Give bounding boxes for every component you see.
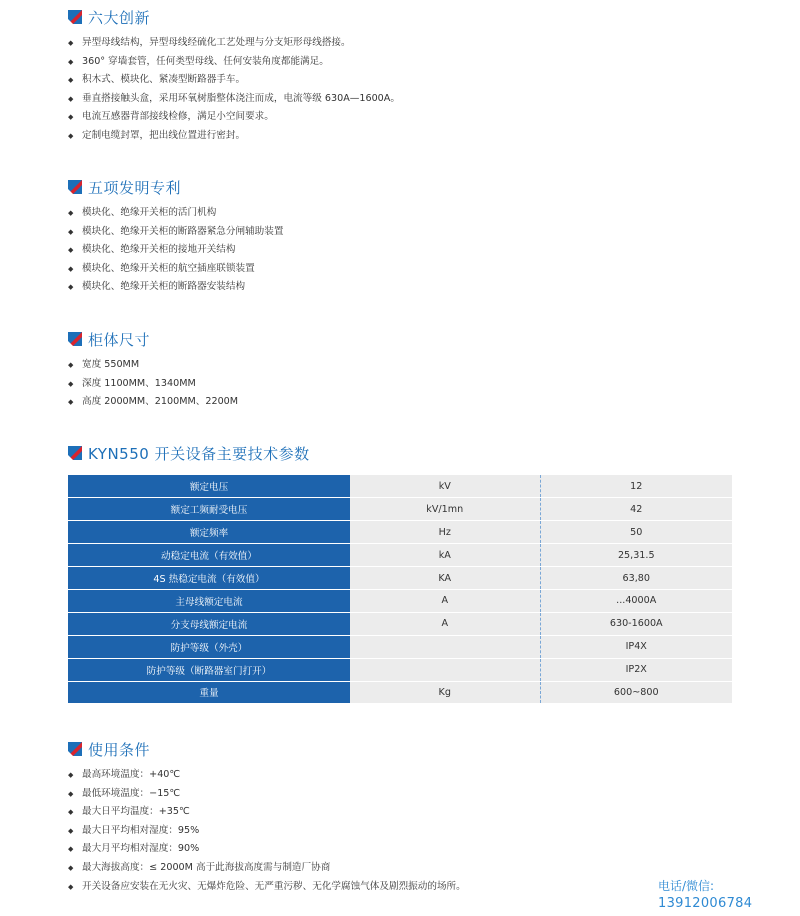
section-flag-icon: [68, 332, 82, 346]
list-item: ◆ 模块化、绝缘开关柜的断路器安装结构: [68, 278, 732, 297]
conditions-list: [68, 766, 732, 896]
list-item: ◆ 模块化、绝缘开关柜的断路器紧急分闸辅助装置: [68, 223, 732, 242]
list-item: ◆ 最低环境温度：−15℃: [68, 785, 732, 804]
value-cell: 600~800: [540, 681, 732, 704]
table-row: [68, 567, 732, 590]
section-flag-icon: [68, 180, 82, 194]
list-item: ◆ 模块化、绝缘开关柜的活门机构: [68, 204, 732, 223]
section-title: 六大创新: [88, 8, 151, 27]
list-item: ◆ 积木式、模块化、紧凑型断路器手车。: [68, 71, 732, 90]
param-cell: 主母线额定电流: [68, 589, 350, 612]
innovations-list: [68, 34, 732, 146]
list-item: ◆ 垂直搭接触头盒，采用环氧树脂整体浇注而成，电流等级 630A—1600A。: [68, 90, 732, 109]
unit-cell: Hz: [350, 521, 540, 544]
value-cell: 12: [540, 475, 732, 498]
table-row: [68, 681, 732, 704]
unit-cell: Kg: [350, 681, 540, 704]
table-row: [68, 635, 732, 658]
list-item: ◆ 模块化、绝缘开关柜的接地开关结构: [68, 241, 732, 260]
section-conditions: [68, 738, 732, 896]
table-row: [68, 544, 732, 567]
value-cell: ...4000A: [540, 589, 732, 612]
list-item: ◆ 开关设备应安装在无火灾、无爆炸危险、无严重污秽、无化学腐蚀气体及剧烈振动的场所。: [68, 878, 732, 897]
list-item: ◆ 定制电缆封罩，把出线位置进行密封。: [68, 127, 732, 146]
table-row: [68, 475, 732, 498]
table-row: [68, 498, 732, 521]
section-title: 使用条件: [88, 740, 151, 759]
list-item: ◆ 高度 2000MM、2100MM、2200M: [68, 393, 732, 412]
contact-info: [658, 878, 794, 912]
dimensions-list: [68, 356, 732, 412]
section-innovations: [68, 6, 732, 146]
list-item: ◆ 深度 1100MM、1340MM: [68, 375, 732, 394]
contact-label: 电话/微信:: [658, 879, 715, 893]
list-item: ◆ 电流互感器背部接线检修，满足小空间要求。: [68, 108, 732, 127]
table-row: [68, 589, 732, 612]
value-cell: 630-1600A: [540, 612, 732, 635]
param-cell: 额定频率: [68, 521, 350, 544]
param-cell: 分支母线额定电流: [68, 612, 350, 635]
list-item: ◆ 最大日平均温度：+35℃: [68, 803, 732, 822]
section-flag-icon: [68, 10, 82, 24]
unit-cell: kV/1mn: [350, 498, 540, 521]
param-cell: 额定工频耐受电压: [68, 498, 350, 521]
spec-table: [68, 475, 732, 704]
section-dimensions: [68, 328, 732, 412]
list-item: ◆ 最大月平均相对湿度：90%: [68, 840, 732, 859]
patents-list: [68, 204, 732, 297]
value-cell: 63,80: [540, 567, 732, 590]
unit-cell: kA: [350, 544, 540, 567]
value-cell: IP4X: [540, 635, 732, 658]
section-specs: [68, 442, 732, 464]
param-cell: 重量: [68, 681, 350, 704]
value-cell: 25,31.5: [540, 544, 732, 567]
section-heading: [68, 442, 732, 464]
contact-phone[interactable]: 13912006784: [658, 896, 753, 911]
unit-cell: A: [350, 612, 540, 635]
section-patents: [68, 176, 732, 297]
table-row: [68, 658, 732, 681]
list-item: ◆ 最大海拔高度：≤ 2000M 高于此海拔高度需与制造厂协商: [68, 859, 732, 878]
table-row: [68, 521, 732, 544]
unit-cell: A: [350, 589, 540, 612]
param-cell: 额定电压: [68, 475, 350, 498]
param-cell: 动稳定电流（有效值）: [68, 544, 350, 567]
section-title: KYN550 开关设备主要技术参数: [88, 444, 310, 463]
value-cell: IP2X: [540, 658, 732, 681]
param-cell: 防护等级（外壳）: [68, 635, 350, 658]
unit-cell: [350, 658, 540, 681]
section-flag-icon: [68, 742, 82, 756]
unit-cell: [350, 635, 540, 658]
value-cell: 42: [540, 498, 732, 521]
table-row: [68, 612, 732, 635]
section-heading: [68, 328, 732, 350]
section-title: 柜体尺寸: [88, 330, 151, 349]
section-heading: [68, 6, 732, 28]
list-item: ◆ 最大日平均相对湿度：95%: [68, 822, 732, 841]
param-cell: 4S 热稳定电流（有效值）: [68, 567, 350, 590]
list-item: ◆ 最高环境温度：+40℃: [68, 766, 732, 785]
unit-cell: KA: [350, 567, 540, 590]
list-item: ◆ 宽度 550MM: [68, 356, 732, 375]
value-cell: 50: [540, 521, 732, 544]
list-item: ◆ 模块化、绝缘开关柜的航空插座联锁装置: [68, 260, 732, 279]
section-heading: [68, 738, 732, 760]
section-flag-icon: [68, 446, 82, 460]
section-title: 五项发明专利: [88, 178, 182, 197]
unit-cell: kV: [350, 475, 540, 498]
param-cell: 防护等级（断路器室门打开）: [68, 658, 350, 681]
list-item: ◆ 异型母线结构，异型母线经硫化工艺处理与分支矩形母线搭接。: [68, 34, 732, 53]
list-item: ◆ 360° 穿墙套管，任何类型母线、任何安装角度都能满足。: [68, 53, 732, 72]
section-heading: [68, 176, 732, 198]
